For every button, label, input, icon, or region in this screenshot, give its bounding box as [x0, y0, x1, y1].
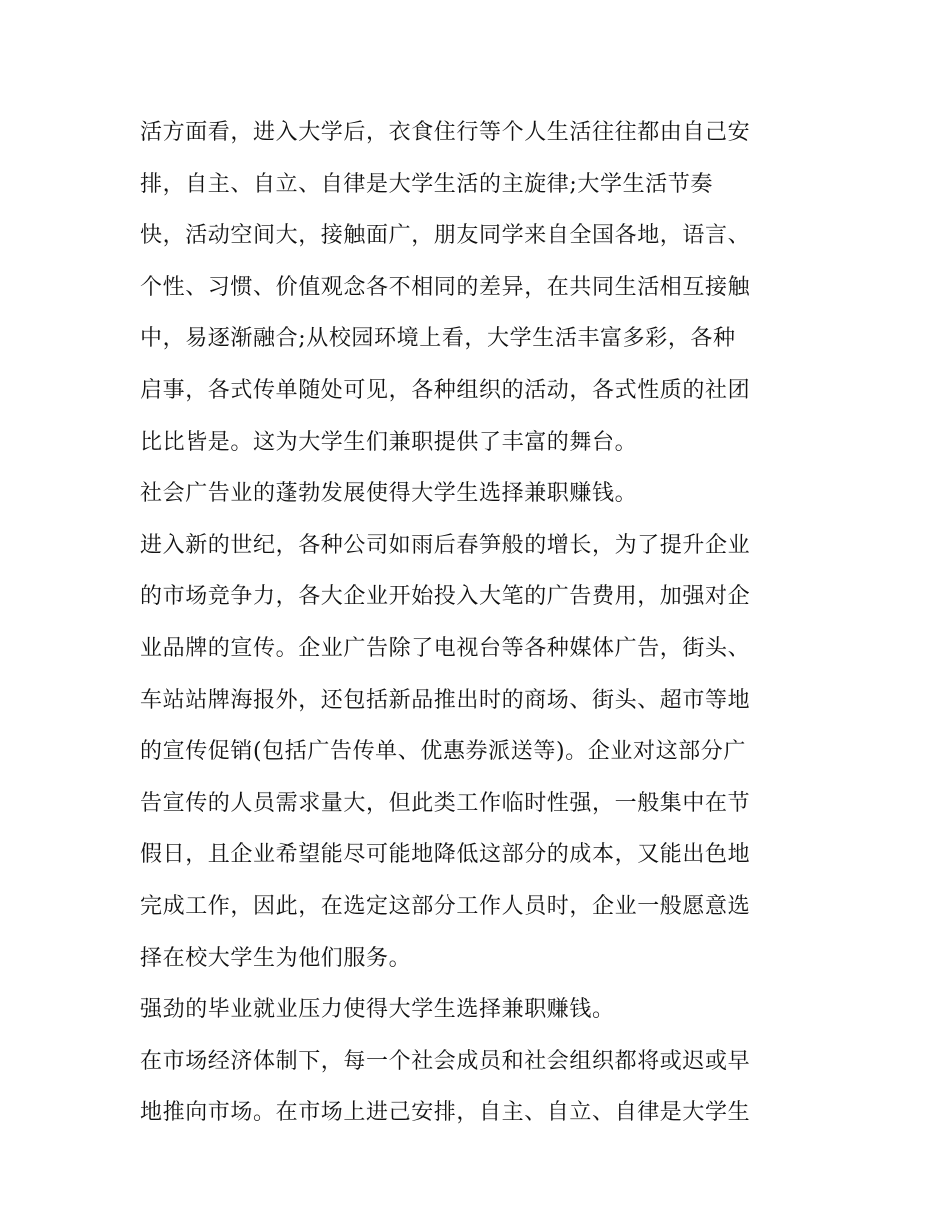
section-heading: 社会广告业的蓬勃发展使得大学生选择兼职赚钱。	[140, 481, 638, 507]
text-line: 的市场竞争力，各大企业开始投入大笔的广告费用，加强对企	[140, 584, 751, 610]
text-line: 个性、习惯、价值观念各不相同的差异，在共同生活相互接触	[140, 274, 751, 300]
text-line: 完成工作，因此，在选定这部分工作人员时，企业一般愿意选	[140, 893, 751, 919]
body-text	[140, 107, 820, 1139]
text-line: 启事，各式传单随处可见，各种组织的活动，各式性质的社团	[140, 377, 751, 403]
text-line: 进入新的世纪，各种公司如雨后春笋般的增长，为了提升企业	[140, 532, 751, 558]
text-line: 告宣传的人员需求量大，但此类工作临时性强，一般集中在节	[140, 790, 751, 816]
text-line: 地推向市场。在市场上进己安排，自主、自立、自律是大学生	[140, 1100, 751, 1126]
text-line: 业品牌的宣传。企业广告除了电视台等各种媒体广告，街头、	[140, 635, 751, 661]
text-line: 中，易逐渐融合;从校园环境上看，大学生活丰富多彩，各种	[140, 326, 736, 352]
text-line: 快，活动空间大，接触面广，朋友同学来自全国各地，语言、	[140, 223, 751, 249]
text-line: 活方面看，进入大学后，衣食住行等个人生活往往都由自己安	[140, 120, 751, 145]
text-line: 车站站牌海报外，还包括新品推出时的商场、街头、超市等地	[140, 687, 751, 713]
section-heading: 强劲的毕业就业压力使得大学生选择兼职赚钱。	[140, 997, 615, 1023]
text-line: 在市场经济体制下，每一个社会成员和社会组织都将或迟或早	[140, 1048, 751, 1074]
text-line: 择在校大学生为他们服务。	[140, 945, 412, 971]
text-line: 比比皆是。这为大学生们兼职提供了丰富的舞台。	[140, 429, 638, 455]
text-line: 的宣传促销(包括广告传单、优惠券派送等)。企业对这部分广	[140, 739, 746, 765]
text-line: 假日，且企业希望能尽可能地降低这部分的成本，又能出色地	[140, 842, 751, 868]
text-line: 排，自主、自立、自律是大学生活的主旋律;大学生活节奏	[140, 171, 714, 197]
